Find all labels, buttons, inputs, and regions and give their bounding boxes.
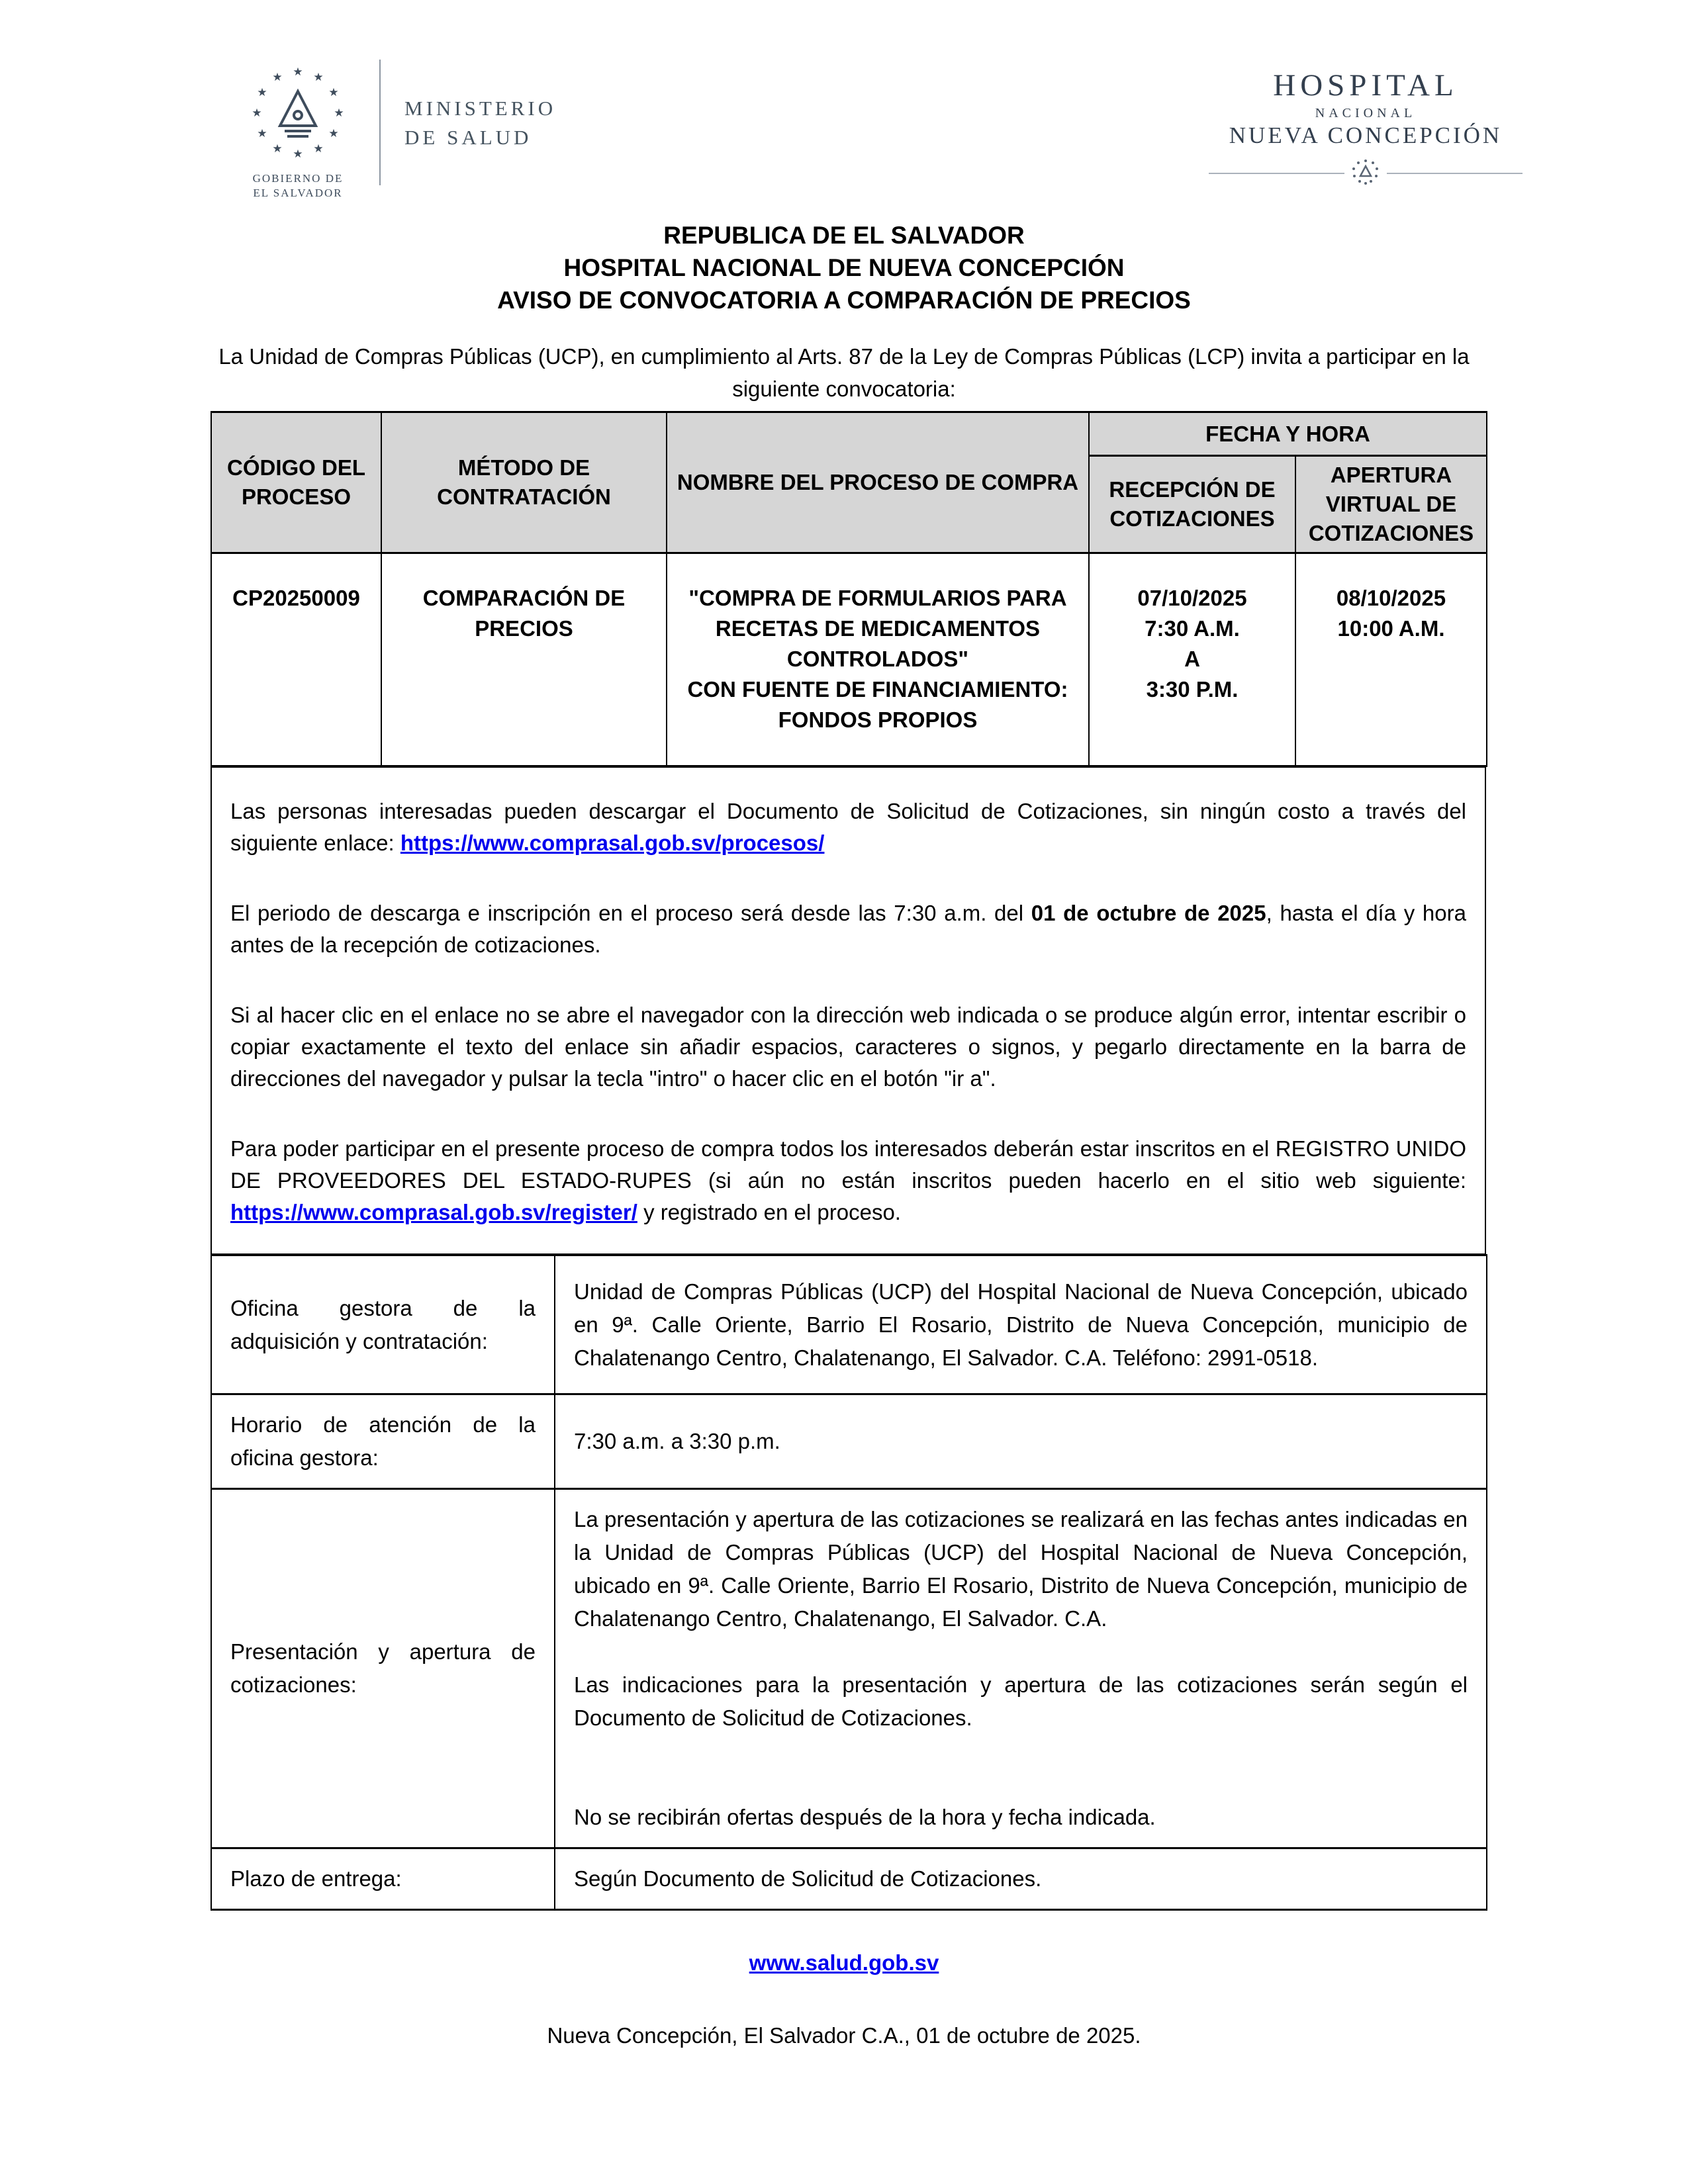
process-name-part2: CON FUENTE DE FINANCIAMIENTO: (687, 677, 1068, 702)
notice-cell (211, 767, 1485, 1255)
reception-time-from: 7:30 A.M. (1145, 616, 1240, 641)
footer-dateline: Nueva Concepción, El Salvador C.A., 01 de octubre de 2025. (547, 2023, 1141, 2048)
notice-p2-text-before: El periodo de descarga e inscripción en el proceso será desde las 7:30 a.m. del (230, 901, 1031, 925)
notice-p2-date-bold: 01 de octubre de 2025 (1031, 901, 1266, 925)
value-oficina-gestora: Unidad de Compras Públicas (UCP) del Hospital Nacional de Nueva Concepción, ubicado en 9ª. Calle Oriente, Barrio El Rosario, Distrito de Nueva Concepción, municipio de Chalatenango Centro, Chalatenango, El Salvador. C.A. Teléfono: 2991-0518. (555, 1255, 1487, 1394)
opening-time: 10:00 A.M. (1337, 616, 1445, 641)
cell-reception-datetime (1089, 553, 1295, 766)
cell-process-code: CP20250009 (211, 553, 381, 766)
notice-paragraph-period (230, 897, 1466, 961)
hospital-wordmark-line1: HOSPITAL (1273, 68, 1458, 103)
gobierno-logo (235, 60, 556, 201)
svg-text:★: ★ (313, 71, 324, 84)
process-name-part3: FONDOS PROPIOS (778, 707, 978, 732)
procesos-link[interactable]: https://www.comprasal.gob.sv/procesos/ (400, 831, 825, 855)
notice-p1-text: Las personas interesadas pueden descargar el Documento de Solicitud de Cotizaciones, sin ningún costo a través del siguiente enlace: (230, 799, 1466, 855)
details-table (211, 1254, 1487, 1911)
svg-text:★: ★ (272, 142, 283, 156)
gobierno-emblem-block (235, 60, 361, 201)
opening-date: 08/10/2025 (1336, 586, 1446, 610)
gobierno-caption (253, 171, 344, 201)
salud-website-link[interactable]: www.salud.gob.sv (749, 1950, 939, 1975)
cell-process-name (667, 553, 1089, 766)
title-republic: REPUBLICA DE EL SALVADOR (663, 222, 1025, 249)
presentacion-paragraph-2: Las indicaciones para la presentación y apertura de las cotizaciones serán según el Documento de Solicitud de Cotizaciones. (574, 1672, 1468, 1730)
hospital-wordmark-line3: NUEVA CONCEPCIÓN (1229, 122, 1503, 148)
value-plazo-entrega: Según Documento de Solicitud de Cotizaciones. (555, 1848, 1487, 1910)
title-hospital: HOSPITAL NACIONAL DE NUEVA CONCEPCIÓN (563, 254, 1125, 281)
notice-paragraph-browser-help: Si al hacer clic en el enlace no se abre el navegador con la dirección web indicada o se produce algún error, intentar escribir o copiar exactamente el texto del enlace sin añadir espacios, caracteres o signos, y pegarlo directamente en la barra de direcciones del navegador y pulsar la tecla "intro" o hacer clic en el botón "ir a". (230, 1003, 1466, 1091)
cell-opening-datetime (1295, 553, 1487, 766)
label-horario: Horario de atención de la oficina gestora: (211, 1394, 555, 1489)
svg-text:★: ★ (257, 86, 267, 99)
col-header-recepcion: RECEPCIÓN DE COTIZACIONES (1089, 456, 1295, 553)
hospital-logo (1209, 68, 1523, 189)
title-aviso: AVISO DE CONVOCATORIA A COMPARACIÓN DE PRECIOS (497, 287, 1191, 314)
svg-text:★: ★ (252, 107, 262, 120)
svg-text:★: ★ (328, 86, 339, 99)
gobierno-caption-line2: EL SALVADOR (253, 187, 343, 199)
svg-text:★: ★ (293, 148, 303, 161)
svg-text:★: ★ (293, 66, 303, 79)
reception-date: 07/10/2025 (1137, 586, 1247, 610)
svg-text:★: ★ (328, 127, 339, 140)
process-table (211, 411, 1487, 767)
ministry-line2: DE SALUD (404, 126, 532, 149)
notice-paragraph-rupes (230, 1133, 1466, 1228)
notice-p2-text-after: , hasta el día y hora antes de la recepción de cotizaciones. (230, 901, 1466, 957)
col-header-codigo: CÓDIGO DEL PROCESO (211, 412, 381, 553)
document-title (0, 219, 1688, 316)
table-row (211, 1489, 1487, 1848)
notice-paragraph-download (230, 796, 1466, 859)
col-header-nombre: NOMBRE DEL PROCESO DE COMPRA (667, 412, 1089, 553)
col-header-fecha-y-hora: FECHA Y HORA (1089, 412, 1487, 456)
notice-p4-text-before: Para poder participar en el presente proceso de compra todos los interesados deberán estar inscritos en el REGISTRO UNIDO DE PROVEEDORES DEL ESTADO-RUPES (si aún no están inscritos pueden hacerlo en el sitio web siguiente: (230, 1136, 1466, 1193)
label-plazo-entrega: Plazo de entrega: (211, 1848, 555, 1910)
process-name-part1: "COMPRA DE FORMULARIOS PARA RECETAS DE MEDICAMENTOS CONTROLADOS" (688, 586, 1067, 671)
value-horario: 7:30 a.m. a 3:30 p.m. (555, 1394, 1487, 1489)
intro-paragraph: La Unidad de Compras Públicas (UCP), en cumplimiento al Arts. 87 de la Ley de Compras Públicas (LCP) invita a participar en la siguiente convocatoria: (218, 344, 1470, 401)
presentacion-paragraph-3: No se recibirán ofertas después de la hora y fecha indicada. (574, 1805, 1156, 1829)
cell-process-method: COMPARACIÓN DE PRECIOS (381, 553, 667, 766)
presentacion-paragraph-1: La presentación y apertura de las cotizaciones se realizará en las fechas antes indicadas en la Unidad de Compras Públicas (UCP) del Hospital Nacional de Nueva Concepción, ubicado en 9ª. Calle Oriente, Barrio El Rosario, Distrito de Nueva Concepción, municipio de Chalatenango Centro, Chalatenango, El Salvador. C.A. (574, 1507, 1468, 1631)
svg-text:★: ★ (313, 142, 324, 156)
svg-text:★: ★ (334, 107, 344, 120)
svg-text:★: ★ (257, 127, 267, 140)
col-header-metodo: MÉTODO DE CONTRATACIÓN (381, 412, 667, 553)
logo-divider-line (379, 60, 381, 185)
label-oficina-gestora: Oficina gestora de la adquisición y contratación: (211, 1255, 555, 1394)
hospital-logo-divider (1209, 157, 1523, 189)
footer-site-link-wrap (0, 1950, 1688, 1976)
table-row (211, 1848, 1487, 1910)
gobierno-caption-line1: GOBIERNO DE (252, 172, 344, 185)
value-presentacion (555, 1489, 1487, 1848)
hospital-mini-emblem-icon (1344, 157, 1387, 189)
header-logos (0, 0, 1688, 201)
divider-rule-left (1209, 173, 1344, 174)
table-row (211, 1255, 1487, 1394)
el-salvador-coat-of-arms-icon (245, 60, 351, 169)
notice-p4-text-after: y registrado en el proceso. (637, 1200, 901, 1224)
divider-rule-right (1387, 173, 1523, 174)
svg-text:★: ★ (272, 71, 283, 84)
hospital-wordmark-line2: NACIONAL (1315, 106, 1417, 120)
reception-to-word: A (1184, 647, 1200, 671)
register-link[interactable]: https://www.comprasal.gob.sv/register/ (230, 1200, 637, 1224)
notice-box (211, 766, 1486, 1255)
table-row (211, 1394, 1487, 1489)
ministerio-de-salud-wordmark (404, 94, 556, 152)
col-header-apertura: APERTURA VIRTUAL DE COTIZACIONES (1295, 456, 1487, 553)
reception-time-to: 3:30 P.M. (1146, 677, 1239, 702)
label-presentacion: Presentación y apertura de cotizaciones: (211, 1489, 555, 1848)
ministry-line1: MINISTERIO (404, 97, 557, 120)
